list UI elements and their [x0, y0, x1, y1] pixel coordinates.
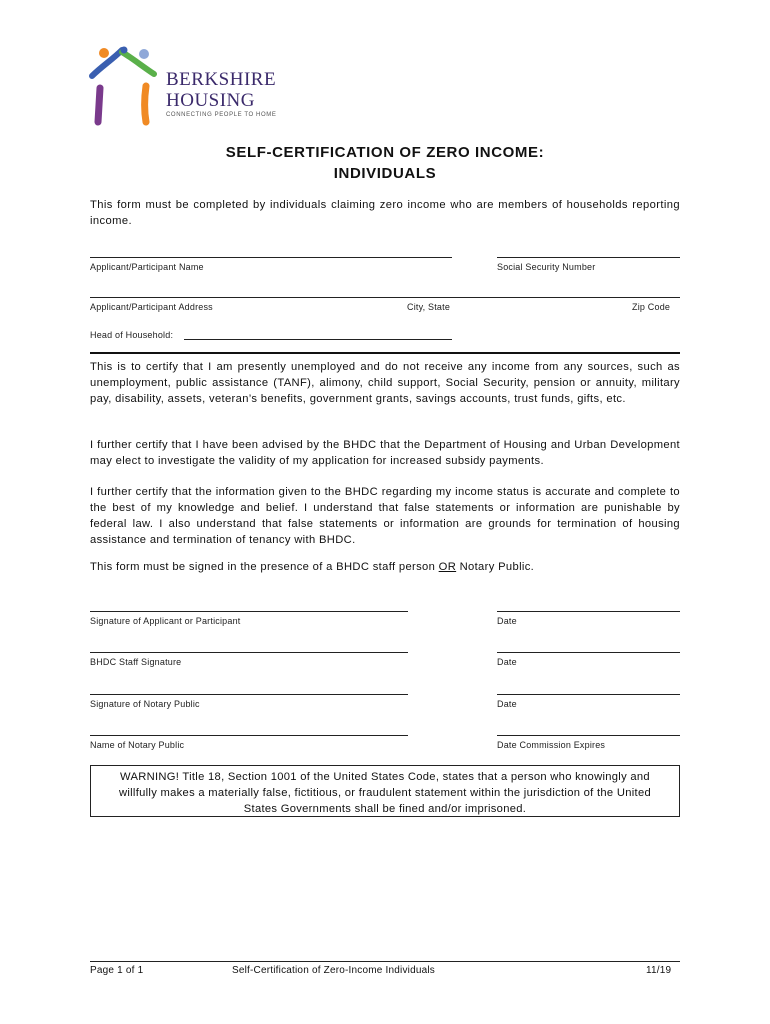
footer-page-number: Page 1 of 1: [90, 965, 144, 976]
logo-tagline: CONNECTING PEOPLE TO HOME: [166, 112, 277, 118]
section-divider: [90, 352, 680, 354]
ssn-field-label: Social Security Number: [497, 262, 596, 272]
commission-expires-line[interactable]: [497, 735, 680, 736]
address-field-line[interactable]: [90, 297, 680, 298]
intro-text: This form must be completed by individuals claiming zero income who are members of households reporting income.: [90, 199, 680, 227]
form-title-line1: SELF-CERTIFICATION OF ZERO INCOME:: [225, 144, 545, 161]
notary-name-line[interactable]: [90, 735, 408, 736]
staff-signature-line[interactable]: [90, 652, 408, 653]
applicant-signature-line[interactable]: [90, 611, 408, 612]
certification-paragraph-3: I further certify that the information given to the BHDC regarding my income status is accurate and complete to the best of my knowledge and belief. I understand that false statements or information are punishable by federal law. I also understand that false statements or information are grounds for termination of housing assistance and termination of tenancy with BHDC.: [90, 486, 680, 546]
notary-date-label: Date: [497, 699, 517, 709]
applicant-date-label: Date: [497, 616, 517, 626]
instruction-text-after: Notary Public.: [456, 561, 535, 573]
footer-document-title: Self-Certification of Zero-Income Individuals: [232, 965, 435, 976]
head-of-household-line[interactable]: [184, 339, 452, 340]
footer-rule: [90, 961, 680, 962]
staff-date-line[interactable]: [497, 652, 680, 653]
ssn-field-line[interactable]: [497, 257, 680, 258]
staff-signature-label: [90, 657, 181, 667]
bhdc-label: BHDC Staff Signature: [90, 657, 182, 667]
signature-instruction: [90, 559, 680, 575]
city-state-label: City, State: [407, 302, 451, 312]
applicant-date-line[interactable]: [497, 611, 680, 612]
house-figure-icon: [88, 44, 160, 126]
instruction-or-emphasis: OR: [438, 561, 457, 573]
certification-paragraph-2: I further certify that I have been advised by the BHDC that the Department of Housing and Urban Development may elect to investigate the validity of my application for increased subsidy payments.: [90, 439, 680, 467]
berkshire-housing-logo: [88, 44, 328, 126]
footer-revision: 11/19: [646, 965, 672, 976]
name-field-label: Applicant/Participant Name: [90, 262, 204, 272]
address-field-label: Applicant/Participant Address: [90, 302, 213, 312]
applicant-signature-label: Signature of Applicant or Participant: [90, 616, 241, 626]
notary-signature-label: Signature of Notary Public: [90, 699, 200, 709]
notary-date-line[interactable]: [497, 694, 680, 695]
certification-paragraph-1: This is to certify that I am presently unemployed and do not receive any income from any sources, such as unemployment, public assistance (TANF), alimony, child support, Social Security, pension or annuity, military pay, disability, assets, veteran’s benefits, government grants, savings accounts, trust funds, gifts, etc.: [90, 361, 680, 405]
name-field-line[interactable]: [90, 257, 452, 258]
federal-warning-box: WARNING! Title 18, Section 1001 of the United States Code, states that a person who knowingly and willfully makes a materially false, fictitious, or fraudulent statement within the jurisdiction of the United States Governments shall be fined and/or imprisoned.: [90, 765, 680, 817]
zip-code-label: Zip Code: [632, 302, 671, 312]
instruction-text-before: This form must be signed in the presence of a BHDC staff person: [90, 561, 439, 573]
logo-name-line2: HOUSING: [166, 90, 255, 111]
staff-date-label: Date: [497, 657, 517, 667]
commission-expires-label: Date Commission Expires: [497, 740, 606, 750]
notary-name-label: Name of Notary Public: [90, 740, 185, 750]
head-of-household-label: Head of Household:: [90, 330, 174, 340]
notary-signature-line[interactable]: [90, 694, 408, 695]
form-title-line2: INDIVIDUALS: [333, 165, 437, 182]
logo-name-line1: BERKSHIRE: [166, 69, 277, 90]
